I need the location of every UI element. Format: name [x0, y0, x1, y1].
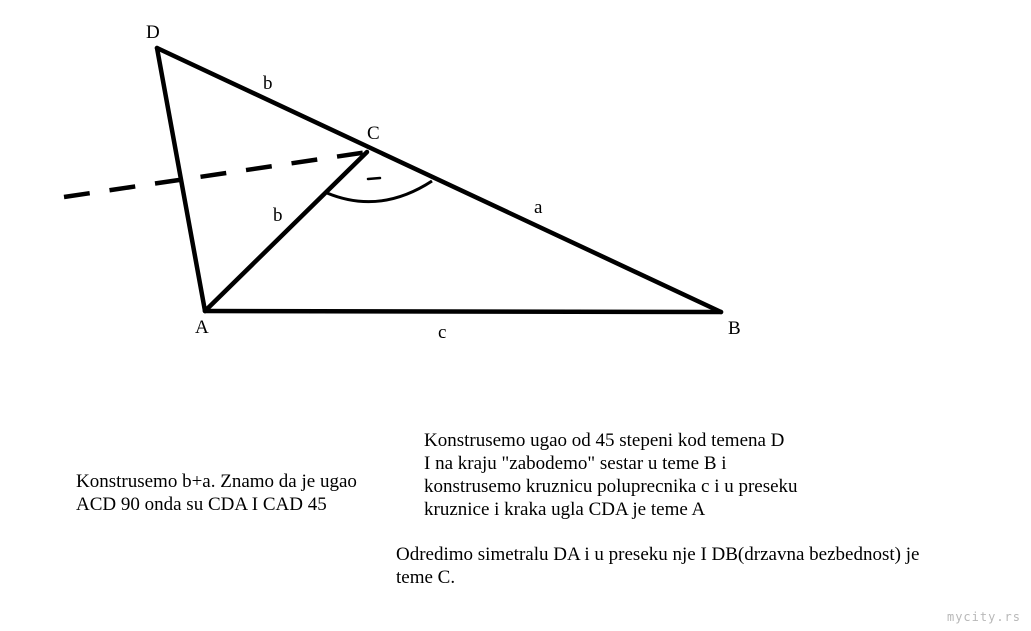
label-point-D: D	[146, 22, 160, 43]
label-point-B: B	[728, 318, 741, 339]
label-side-CB: a	[534, 197, 543, 218]
note-right-line: Konstrusemo ugao od 45 stepeni kod temena D	[424, 430, 785, 451]
label-point-C: C	[367, 123, 380, 144]
note-left: Konstrusemo b+a. Znamo da je ugao ACD 90 onda su CDA I CAD 45	[76, 471, 357, 515]
note-bottom-line: teme C.	[396, 567, 456, 588]
label-point-A: A	[195, 317, 209, 338]
label-side-DC: b	[263, 73, 273, 94]
note-bottom-line: Odredimo simetralu DA i u preseku nje I DB(drzavna bezbednost) je	[396, 544, 920, 565]
note-bottom	[396, 543, 919, 589]
note-right-line: konstrusemo kruznicu poluprecnika c i u preseku	[424, 476, 798, 497]
segment-AB	[205, 311, 721, 312]
segment-AC	[205, 152, 367, 311]
angle-arc-C	[327, 181, 432, 202]
note-right-line: kruznice i kraka ugla CDA je teme A	[424, 499, 706, 520]
perpendicular-bisector-dashed	[64, 152, 368, 197]
label-side-AB: c	[438, 322, 447, 343]
label-side-AC: b	[273, 205, 283, 226]
segment-DA	[157, 48, 205, 311]
note-right-line: I na kraju "zabodemo" sestar u teme B i	[424, 453, 727, 474]
angle-tick	[368, 178, 380, 179]
note-right	[424, 429, 798, 521]
watermark: mycity.rs	[946, 610, 1021, 624]
